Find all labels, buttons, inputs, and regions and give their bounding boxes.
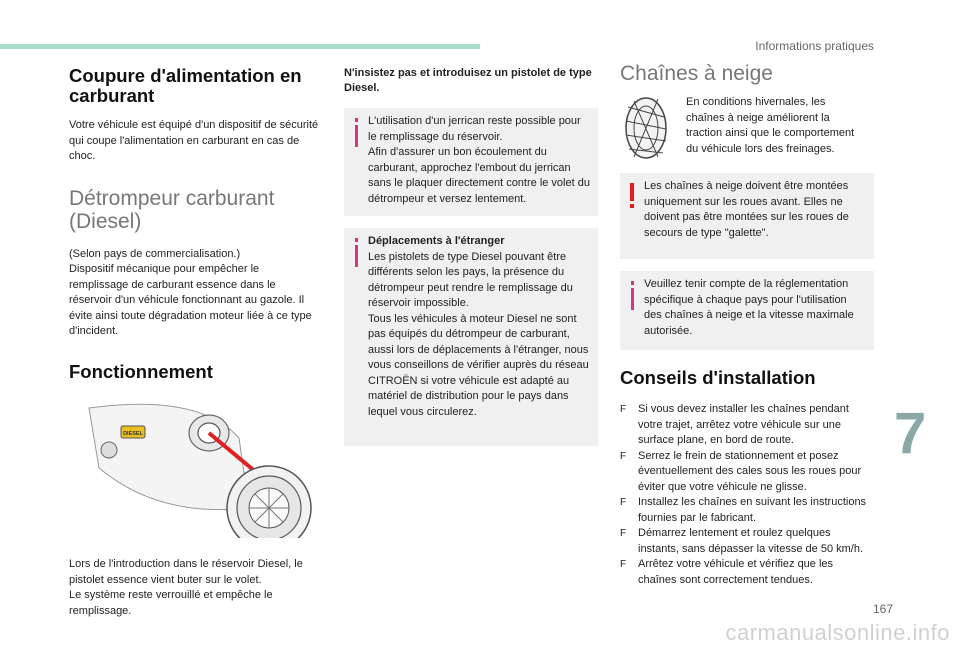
bullet-arrow-icon: F (620, 559, 627, 570)
section-header: Informations pratiques (755, 39, 874, 53)
column-right (620, 62, 874, 588)
info-icon (351, 236, 363, 276)
warning-box-chains (620, 173, 874, 259)
paragraph-operation-1: Lors de l'introduction dans le réservoir Diesel, le pistolet essence vient buter sur le volet. (69, 558, 303, 586)
heading-misfuel-device: Détrompeur carburant (Diesel) (69, 186, 275, 233)
list-item: F Démarrez lentement et roulez quelques instants, sans dépasser la vitesse de 50 km/h. (620, 527, 864, 555)
heading-snow-chains: Chaînes à neige (620, 62, 773, 85)
list-item: F Arrêtez votre véhicule et vérifiez que les chaînes sont correctement tendues. (620, 558, 834, 586)
bullet-arrow-icon: F (620, 497, 627, 508)
paragraph-fuel-cutoff: Votre véhicule est équipé d'un dispositif de sécurité qui coupe l'alimentation en carburant en cas de choc. (69, 119, 319, 162)
bullet-arrow-icon: F (620, 528, 627, 539)
info-jerrican-2: Afin d'assurer un bon écoulement du carburant, approchez l'embout du jerrican sans le plaquer directement contre le volet du détrompeur et versez lentement. (368, 146, 590, 205)
top-accent-bar (0, 44, 480, 49)
paragraph-misfuel-desc: Dispositif mécanique pour empêcher le remplissage de carburant essence dans le réservoir d'un véhicule fonctionnant au gazole. Il évite ainsi toute dégradation moteur liée à ce type d'incident. (69, 263, 312, 337)
heading-fuel-cutoff: Coupure d'alimentation en carburant (69, 65, 302, 106)
info-regulations-text: Veuillez tenir compte de la réglementation spécifique à chaque pays pour l'utilisation des chaînes à neige et la vitesse maximale autorisée. (644, 278, 854, 337)
snow-chain-illustration (620, 95, 672, 161)
bullet-arrow-icon: F (620, 450, 627, 462)
info-abroad-2: Tous les véhicules à moteur Diesel ne sont pas équipés du détrompeur de carburant, aussi lors de déplacements à l'étranger, nous vous conseillons de vérifier auprès du réseau CITROËN si votre véhicule est adapté au matériel de distribution pour le pays dans lequel vous circulerez. (368, 312, 589, 418)
filler-flap-outline (89, 404, 249, 509)
installation-list (620, 402, 874, 588)
warning-icon (627, 181, 639, 211)
heading-installation-tips: Conseils d'installation (620, 367, 816, 388)
info-abroad-1: Les pistolets de type Diesel pouvant être différents selon les pays, la présence du détrompeur peut rendre le remplissage du réservoir impossible. (368, 250, 573, 309)
warning-chains-text: Les chaînes à neige doivent être montées uniquement sur les roues avant. Elles ne doivent pas être montées sur les roues de secours de type "galette". (644, 180, 849, 239)
bullet-arrow-icon: F (620, 404, 627, 415)
info-icon (627, 279, 639, 315)
watermark: carmanualsonline.info (725, 620, 950, 645)
info-icon (351, 116, 363, 206)
page-number: 167 (873, 602, 894, 616)
paragraph-snow-chains-intro: En conditions hivernales, les chaînes à neige améliorent la traction ainsi que le comportement du véhicule lors des freinages. (686, 96, 855, 155)
column-left (69, 66, 321, 619)
info-abroad-title: Déplacements à l'étranger (368, 235, 505, 247)
fuel-filler-illustration (79, 398, 319, 538)
warning-text-diesel: N'insistez pas et introduisez un pistolet de type Diesel. (344, 67, 592, 94)
info-jerrican-1: L'utilisation d'un jerrican reste possible pour le remplissage du réservoir. (368, 115, 581, 143)
list-item: F Si vous devez installer les chaînes pendant votre trajet, arrêtez votre véhicule sur une surface plane, en bord de route. (620, 403, 849, 446)
diesel-label-badge (121, 426, 145, 438)
diesel-label: DIESEL (123, 430, 143, 437)
column-middle (344, 66, 598, 458)
chapter-number: 7 (894, 401, 927, 466)
paragraph-operation-2: Le système reste verrouillé et empêche le remplissage. (69, 589, 273, 617)
heading-operation: Fonctionnement (69, 360, 213, 382)
list-item: F Installez les chaînes en suivant les instructions fournies par le fabricant. (620, 496, 867, 524)
info-box-abroad (344, 228, 598, 446)
info-box-regulations (620, 271, 874, 350)
paragraph-country: (Selon pays de commercialisation.) (69, 247, 241, 260)
info-box-jerrican (344, 108, 598, 216)
list-item: F Serrez le frein de stationnement et posez éventuellement des cales sous les roues pour éviter que votre véhicule ne glisse. (620, 449, 862, 493)
